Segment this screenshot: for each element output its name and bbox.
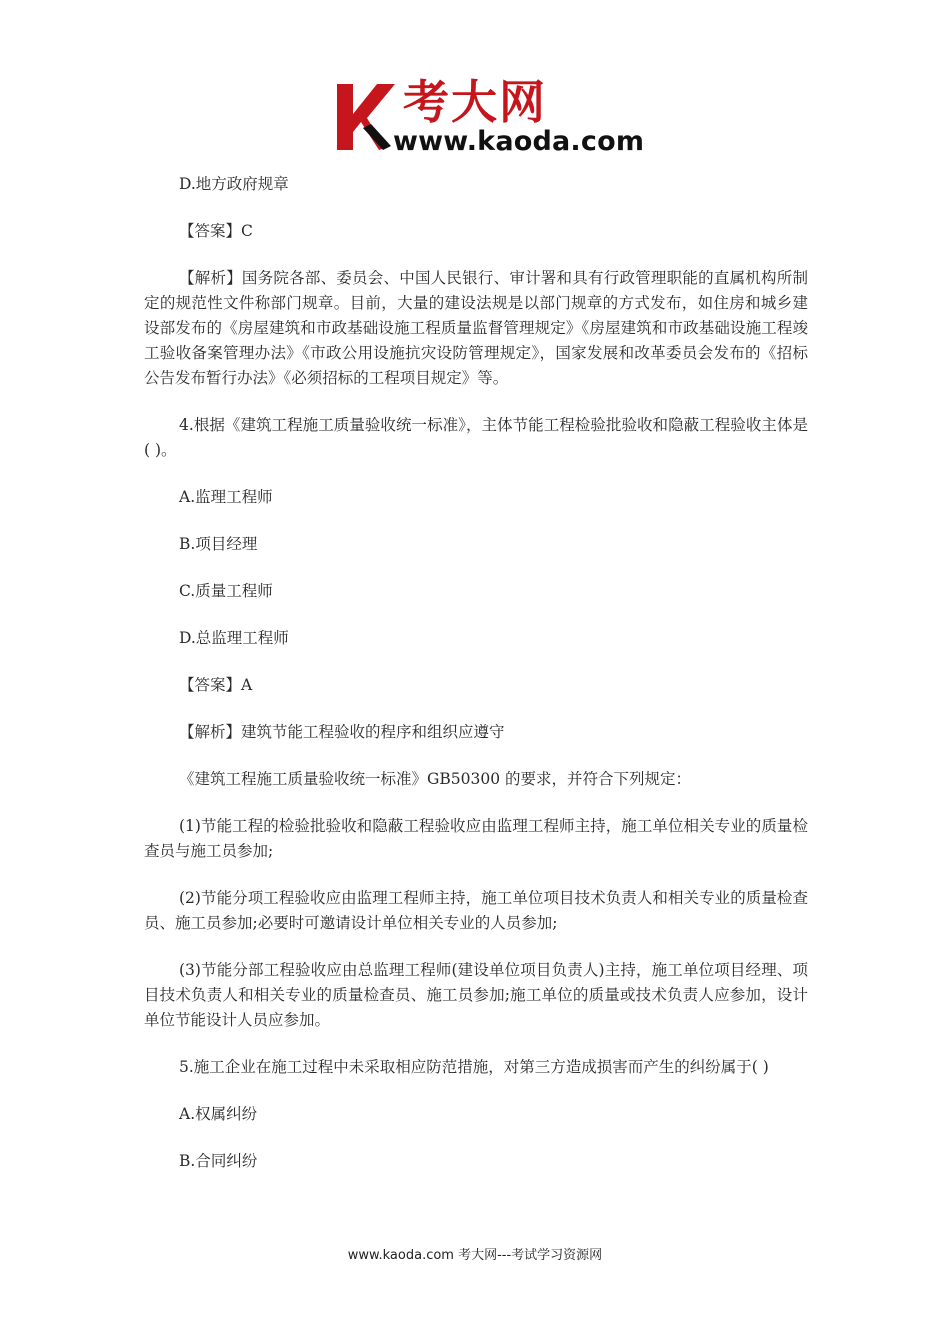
document-body (144, 172, 808, 1174)
logo-url-text: www.kaoda.com (393, 126, 645, 157)
site-logo (333, 76, 653, 160)
explanation-paragraph: 【解析】国务院各部、委员会、中国人民银行、审计署和具有行政管理职能的直属机构所制定的规范性文件称部门规章。目前，大量的建设法规是以部门规章的方式发布，如住房和城乡建设部发布的《房屋建筑和市政基础设施工程质量监督管理规定》《房屋建筑和市政基础设施工程竣工验收备案管理办法》《市政公用设施抗灾设防管理规定》，国家发展和改革委员会发布的《招标公告发布暂行办法》《必须招标的工程项目规定》等。 (144, 269, 808, 387)
rule-item-2: (2)节能分项工程验收应由监理工程师主持，施工单位项目技术负责人和相关专业的质量检查员、施工员参加;必要时可邀请设计单位相关专业的人员参加; (144, 889, 808, 932)
option-a: A.权属纠纷 (179, 1105, 258, 1123)
page-footer: www.kaoda.com 考大网---考试学习资源网 (347, 1248, 603, 1263)
answer-line: 【答案】A (179, 676, 253, 694)
question-4: 4.根据《建筑工程施工质量验收统一标准》，主体节能工程检验批验收和隐蔽工程验收主体是( )。 (144, 416, 808, 459)
option-b: B.项目经理 (179, 535, 258, 553)
question-5: 5.施工企业在施工过程中未采取相应防范措施，对第三方造成损害而产生的纠纷属于( ) (179, 1058, 769, 1076)
rule-item-1: (1)节能工程的检验批验收和隐蔽工程验收应由监理工程师主持，施工单位相关专业的质量检查员与施工员参加; (144, 817, 808, 860)
rule-item-3: (3)节能分部工程验收应由总监理工程师(建设单位项目负责人)主持，施工单位项目经理、项目技术负责人和相关专业的质量检查员、施工员参加;施工单位的质量或技术负责人应参加，设计单位节能设计人员应参加。 (144, 961, 808, 1029)
logo-chinese-name: 考大网 (403, 75, 547, 129)
option-a: A.监理工程师 (179, 488, 273, 506)
answer-line: 【答案】C (179, 222, 253, 240)
option-c: C.质量工程师 (179, 582, 273, 600)
option-d: D.地方政府规章 (179, 175, 289, 193)
option-b: B.合同纠纷 (179, 1152, 258, 1170)
option-d: D.总监理工程师 (179, 629, 289, 647)
explanation-paragraph: 《建筑工程施工质量验收统一标准》GB50300 的要求，并符合下列规定： (179, 770, 692, 788)
explanation-paragraph: 【解析】建筑节能工程验收的程序和组织应遵守 (179, 723, 505, 741)
